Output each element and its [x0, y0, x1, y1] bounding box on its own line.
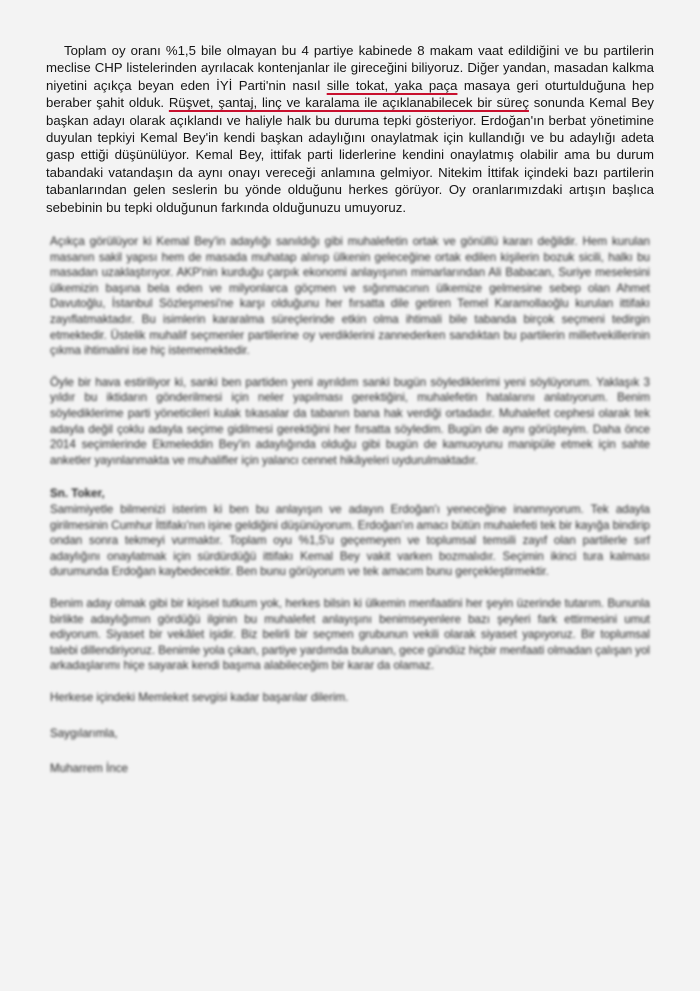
intro-text-2: masaya geri oturtulduğuna hep beraber şahit olduk. — [46, 77, 655, 111]
signature-name: Muharrem İnce — [50, 762, 128, 776]
closing-line: Herkese içindeki Memleket sevgisi kadar başarılar dilerim. — [50, 690, 349, 704]
salutation: Sn. Toker, — [50, 487, 105, 501]
intro-text-3: sonunda Kemal Bey başkan adayı olarak açıklandı ve haliyle halk bu duruma tepki gösteriyor. Erdoğan'ın berbat yönetimine duyulan tepkiyi Kemal Bey'in kendi başkan adaylığını onaylatmak için kullandığı ve bu adaylığı adeta gasp ettiği düşünülüyor. Kemal Bey, ittifak parti liderlerine kendini onaylatmış olabilir ama bu durum tabandaki vatandaşın da aynı onayı vereceği anlamına gelmiyor. Nitekim İttifak içindeki bazı partilerin tabanlarından gelen seslerin bu yönde olduğunu herkes görüyor. Oy oranlarımızdaki artışın başlıca sebebinin bu tepki olduğunun farkında olduğunuzu umuyoruz. — [46, 95, 654, 215]
body-paragraph-3: Samimiyetle bilmenizi isterim ki ben bu anlayışın ve adayın Erdoğan'ı yeneceğine inanmıyorum. Tek adayla girilmesinin Cumhur İttifakı'nın işine geldiğini düşünüyorum. Erdoğan'ın amacı bütün muhalefeti tek bir kayığa bindirip ondan sonra tekmeyi vurmaktır. Toplam oyu %1,5'u geçemeyen ve toplumsal temsili zayıf olan partilerle sırf adaylığını onaylatmak için sürdürdüğü ittifakı Kemal Bey vakit varken bozmalıdır. Seçimin ikinci tura kalması durumunda Erdoğan kaybedecektir. Ben bunu görüyorum ve tek amacım bunu gerçekleştirmektir. — [50, 502, 650, 579]
regards-line: Saygılarımla, — [50, 726, 118, 740]
body-paragraph-4: Benim aday olmak gibi bir kişisel tutkum yok, herkes bilsin ki ülkemin menfaatini her şeyin üzerinde tutarım. Bununla birlikte adaylığımın gördüğü ilginin bu muhalefet anlayışını benimseyenlere bazı şeyleri fark ettirmesini umut ediyorum. Siyaset bir vekâlet işidir. Biz belirli bir seçmen grubunun vekili olarak siyaset yapıyoruz. Bir toplumsal talebi dillendiriyoruz. Benimle yola çıkan, partiye yardımda bulunan, gece gündüz hiçbir menfaati olmadan çalışan yol arkadaşlarımı hiçe sayarak kendi başıma alabileceğim bir karar da olamaz. — [50, 596, 650, 673]
body-paragraph-1: Açıkça görülüyor ki Kemal Bey'in adaylığı sanıldığı gibi muhalefetin ortak ve gönüllü kararı değildir. Hem kurulan masanın sakil yapısı hem de masada muhatap alınıp ülkenin geleceğine ortak edilen kişilerin bozuk sicili, halkı bu masadan uzaklaştırıyor. AKP'nin kurduğu çarpık ekonomi anlayışının mimarlarından Ali Babacan, Suriye meselesini ülkemizin başına bela eden ve milyonlarca göçmen ve sığınmacının ülkemize gelmesine sebep olan Ahmet Davutoğlu, İstanbul Sözleşmesi'ne karşı olduğunu her fırsatta dile getiren Temel Karamollaoğlu kurulan ittifakı zayıflatmaktadır. Bu isimlerin kararalma süreçlerinde etkin olma ihtimali bile tabanda birçok seçmeni tedirgin etmektedir. Üstelik muhalif seçmenler partilerine oy verdiklerini zannederken sandıktan bu partilerin milletvekillerinin çıkma ihtimalini ise hiç istememektedir. — [50, 235, 650, 358]
highlight-phrase-2: Rüşvet, şantaj, linç ve karalama ile açıklanabilecek bir süreç — [168, 95, 529, 111]
blurred-letter-body — [46, 234, 654, 777]
body-paragraph-2: Öyle bir hava estiriliyor ki, sanki ben partiden yeni ayrıldım sanki bugün söylediklerimi yeni söylüyorum. Yaklaşık 3 yıldır bu iktidarın gönderilmesi için neler yapılması gerektiğini, muhalefetin hatalarını anlatıyorum. Benim söylediklerime parti yöneticileri kulak tıkasalar da tabanın bana hak verdiği ortadadır. Muhalefet cephesi olarak tek adayla değil çoklu adayla seçime gidilmesi gerektiğini her fırsatta söyledim. Bugün de aynı görüşteyim. Daha önce 2014 seçimlerinde Ekmeleddin Bey'in adaylığında olduğu gibi bugün de kamuoyunu manipüle etmek için sahte anketler yayınlanmakta ve muhalifler için yalancı cennet hikâyeleri uydurulmaktadır. — [50, 375, 650, 467]
intro-paragraph — [46, 42, 654, 216]
intro-paragraph-block — [46, 42, 654, 216]
highlight-phrase-1: sille tokat, yaka paça — [326, 77, 458, 93]
intro-text-1: Toplam oy oranı %1,5 bile olmayan bu 4 partiye kabinede 8 makam vaat edildiğini ve bu partilerin meclise CHP listelerinden ayrılacak kontenjanlar ile gireceğini biliyoruz. Diğer yandan, masadan kalkma niyetini açıkça beyan eden İYİ Parti'nin nasıl — [46, 43, 654, 93]
